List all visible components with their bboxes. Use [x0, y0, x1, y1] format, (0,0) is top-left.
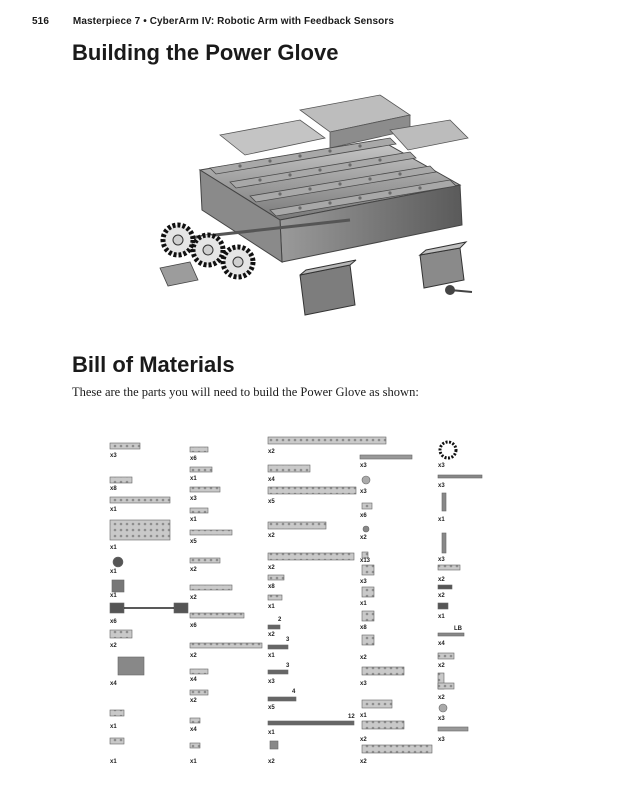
part-qty: x3 [438, 463, 445, 469]
part-qty: x3 [110, 453, 117, 459]
part-qty: x1 [268, 730, 275, 736]
part-qty: x2 [438, 695, 445, 701]
part-qty: x3 [360, 489, 367, 495]
part-length-label: 4 [292, 689, 296, 695]
part-qty: x3 [268, 679, 275, 685]
part-length-label: LB [454, 626, 462, 632]
part-qty: x8 [360, 625, 367, 631]
part-qty: x2 [268, 565, 275, 571]
part-qty: x1 [110, 507, 117, 513]
part-qty: x1 [268, 653, 275, 659]
part-length-label: 12 [348, 714, 355, 720]
part-qty: x3 [190, 496, 197, 502]
part-qty: x1 [110, 593, 117, 599]
part-qty: x2 [360, 737, 367, 743]
part-qty: x3 [438, 483, 445, 489]
part-qty: x5 [268, 499, 275, 505]
part-qty: x3 [360, 681, 367, 687]
running-header [32, 16, 394, 27]
part-qty: x1 [110, 724, 117, 730]
part-qty: x2 [438, 593, 445, 599]
part-qty: x4 [110, 681, 117, 687]
part-qty: x5 [268, 705, 275, 711]
part-qty: x6 [360, 513, 367, 519]
part-qty: x2 [438, 577, 445, 583]
part-qty: x1 [438, 614, 445, 620]
part-qty: x6 [110, 619, 117, 625]
part-qty: x1 [360, 713, 367, 719]
part-qty: x1 [110, 545, 117, 551]
running-title: Masterpiece 7 • CyberArm IV: Robotic Arm with Feedback Sensors [72, 16, 394, 27]
part-qty: x2 [190, 595, 197, 601]
part-qty: x3 [438, 557, 445, 563]
part-qty: x4 [438, 641, 445, 647]
part-length-label: 2 [278, 617, 282, 623]
part-qty: x2 [190, 653, 197, 659]
part-qty: x1 [190, 759, 197, 765]
part-qty: x2 [190, 567, 197, 573]
part-qty: x5 [190, 539, 197, 545]
part-qty: x3 [360, 463, 367, 469]
part-qty: x8 [110, 486, 117, 492]
part-qty: x8 [268, 584, 275, 590]
part-qty: x1 [268, 604, 275, 610]
part-qty: x3 [438, 716, 445, 722]
part-qty: x3 [360, 579, 367, 585]
part-qty: x2 [360, 759, 367, 765]
part-qty: x2 [268, 632, 275, 638]
part-qty: x1 [110, 569, 117, 575]
part-qty: x1 [190, 517, 197, 523]
part-qty: x13 [360, 558, 371, 564]
part-qty: x1 [110, 759, 117, 765]
part-qty: x4 [268, 477, 275, 483]
part-qty: x1 [360, 601, 367, 607]
part-qty: x2 [268, 533, 275, 539]
bom-title: Bill of Materials [72, 352, 235, 377]
power-glove-render [150, 90, 490, 330]
part-qty: x2 [438, 663, 445, 669]
part-qty: x1 [190, 476, 197, 482]
part-qty: x4 [190, 727, 197, 733]
part-qty: x2 [110, 643, 117, 649]
parts-layout [100, 425, 500, 770]
part-qty: x2 [360, 655, 367, 661]
part-qty: x2 [268, 449, 275, 455]
part-qty: x2 [190, 698, 197, 704]
part-qty: x6 [190, 623, 197, 629]
bom-intro: These are the parts you will need to build the Power Glove as shown: [72, 385, 419, 399]
page-number: 516 [32, 16, 49, 27]
part-qty: x4 [190, 677, 197, 683]
part-qty: x2 [268, 759, 275, 765]
part-length-label: 3 [286, 637, 290, 643]
part-qty: x3 [438, 737, 445, 743]
part-qty: x6 [190, 456, 197, 462]
part-qty: x1 [438, 517, 445, 523]
section-title: Building the Power Glove [72, 40, 339, 65]
part-qty: x2 [360, 535, 367, 541]
part-length-label: 3 [286, 663, 290, 669]
